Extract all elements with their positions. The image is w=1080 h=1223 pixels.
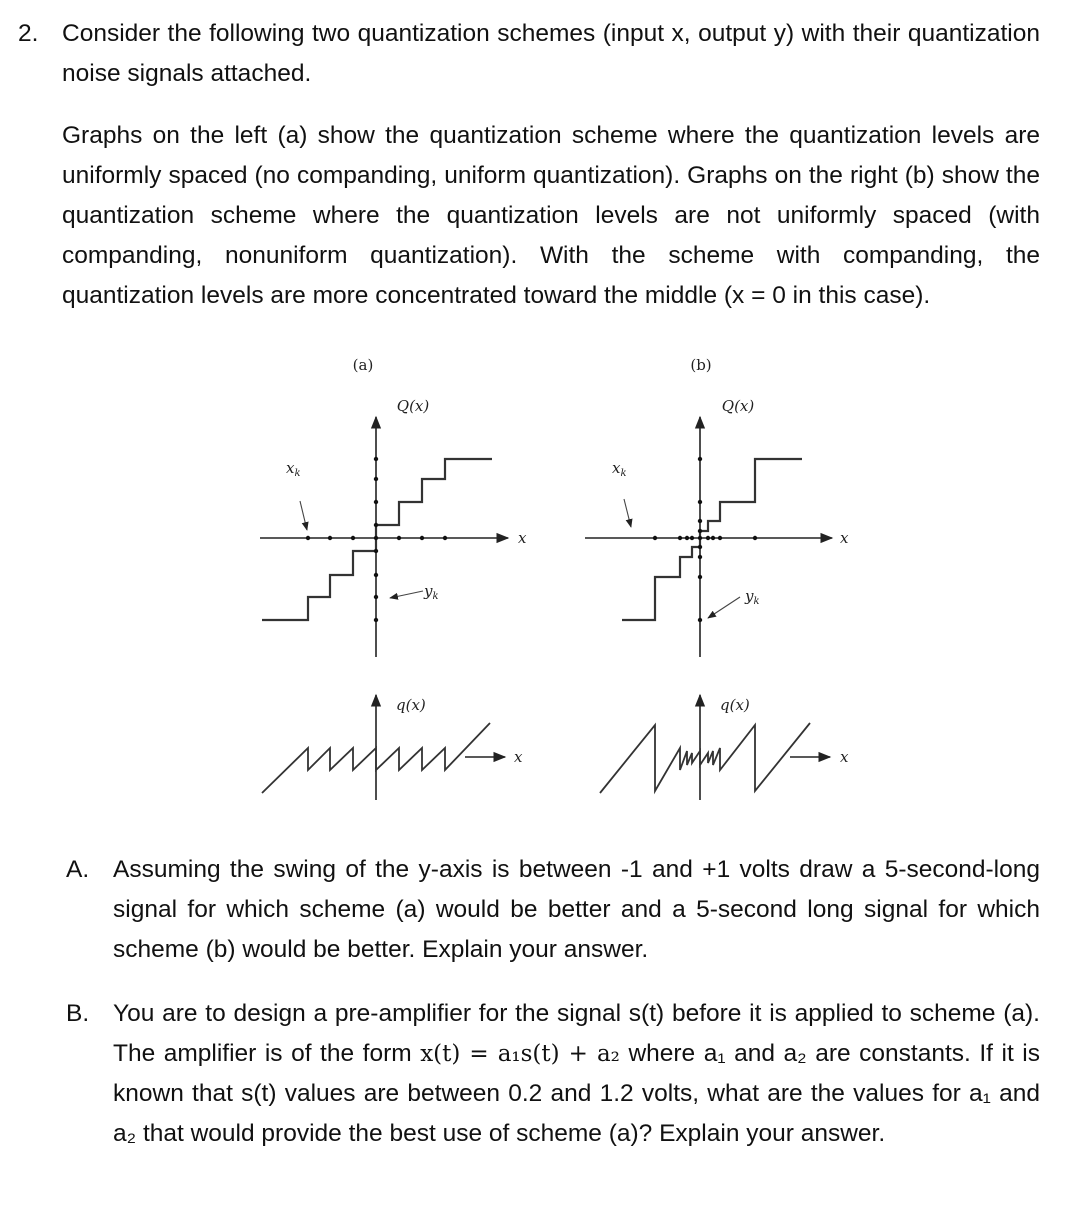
question-intro: Consider the following two quantization schemes (input x, output y) with their quantization noise signals attached. (62, 20, 1040, 87)
panel-a-label: (a) (352, 356, 374, 374)
panel-b-noise-label: q(x) (720, 696, 750, 714)
panel-a-xk-label: $x_k$ (286, 459, 301, 479)
question-description: Graphs on the left (a) show the quantization scheme where the quantization levels are uniformly spaced (no companding, uniform quantization). Graphs on the right (b) show the quantization scheme where the quantization levels are not uniformly spaced (with companding, nonuniform quantization). With the scheme with companding, the quantization levels are more concentrated toward the middle (x = 0 in this case). (62, 122, 1040, 309)
panel-a-yk-arrow (390, 591, 423, 598)
part-b-letter: B. (66, 1000, 90, 1027)
panel-b-xk-arrow (624, 499, 631, 527)
panel-b-noise-sawtooth (600, 723, 810, 793)
part-b-text-after: where a₁ and a₂ are constants. If it is known that s(t) values are between 0.2 and 1.2 volts, what are the values for a₁ and a₂ that would provide the best use of scheme (a)? Explain your answer. (113, 1040, 1040, 1147)
panel-b-label: (b) (690, 356, 712, 374)
panel-a-xk-arrow (300, 501, 307, 530)
panel-a-yk-label: $y_k$ (424, 582, 439, 602)
panel-b-yk-label: $y_k$ (745, 587, 760, 607)
part-a-text: Assuming the swing of the y-axis is between -1 and +1 volts draw a 5-second-long signal for which scheme (a) would be better and a 5-second long signal for which scheme (b) would be better. Explain your answer. (113, 856, 1040, 963)
question-number: 2. (18, 20, 39, 47)
panel-b-q-label: Q(x) (721, 397, 755, 415)
panel-b-yk-arrow (708, 597, 740, 618)
panel-b-noise-x-label: x (840, 748, 849, 766)
panel-b-xk-label: $x_k$ (612, 459, 627, 479)
panel-a-x-label: x (518, 529, 527, 547)
panel-a (260, 356, 527, 800)
part-b-text-before: You are to design a pre-amplifier for the signal s(t) before it is applied to scheme (a). The amplifier is of the form (113, 1000, 1040, 1067)
part-a-letter: A. (66, 856, 90, 883)
part-b-text (113, 994, 1040, 1154)
panel-b-x-label: x (840, 529, 849, 547)
panel-a-noise-x-label: x (514, 748, 523, 766)
panel-b (585, 356, 849, 800)
panel-a-q-label: Q(x) (396, 397, 430, 415)
part-b-equation: x(t) = a₁s(t) + a₂ (420, 1041, 620, 1067)
panel-a-noise-label: q(x) (396, 696, 426, 714)
quantization-figure (250, 345, 850, 800)
